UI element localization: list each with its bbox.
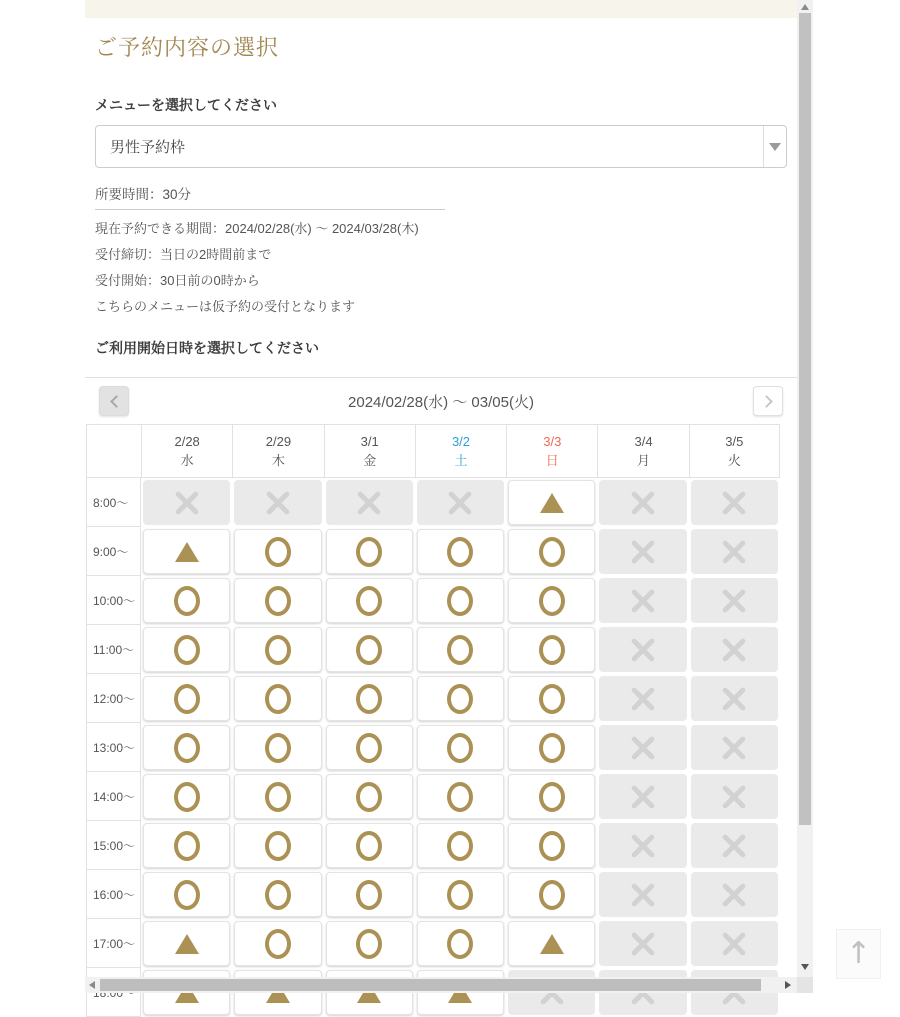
slot-cell: [415, 919, 506, 968]
slot-cell: [415, 870, 506, 919]
circle-icon: [174, 684, 200, 714]
slot-unavailable: [417, 480, 504, 525]
slot-cell: [597, 772, 688, 821]
slot-available[interactable]: [326, 725, 413, 770]
x-icon: [720, 685, 748, 713]
vertical-scrollbar[interactable]: [797, 0, 813, 977]
slot-unavailable: [691, 676, 778, 721]
triangle-icon: [175, 542, 199, 562]
circle-icon: [447, 880, 473, 910]
slot-available[interactable]: [234, 529, 321, 574]
x-icon: [629, 489, 657, 517]
slot-cell: [141, 821, 232, 870]
scroll-to-top-button[interactable]: [836, 929, 881, 979]
slot-available[interactable]: [417, 823, 504, 868]
slot-cell: [689, 478, 780, 527]
slot-cell: [415, 772, 506, 821]
slot-available[interactable]: [508, 725, 595, 770]
circle-icon: [447, 733, 473, 763]
slot-cell: [232, 772, 323, 821]
table-row: [86, 723, 780, 772]
table-header-row: [86, 424, 780, 478]
circle-icon: [265, 586, 291, 616]
select-arrow-zone: [763, 126, 786, 167]
circle-icon: [356, 733, 382, 763]
week-range-label: 2024/02/28(水) ～ 03/05(火): [348, 393, 534, 411]
circle-icon: [356, 537, 382, 567]
circle-icon: [447, 684, 473, 714]
x-icon: [720, 881, 748, 909]
slot-cell: [506, 772, 597, 821]
slot-cell: [141, 478, 232, 527]
slot-cell: [689, 723, 780, 772]
circle-icon: [356, 684, 382, 714]
time-label: 10:00～: [86, 576, 141, 625]
slot-available[interactable]: [508, 578, 595, 623]
time-label: 17:00～: [86, 919, 141, 968]
scroll-down-arrow-icon: [801, 964, 809, 970]
circle-icon: [174, 635, 200, 665]
datetime-select-label: ご利用開始日時を選択してください: [95, 340, 319, 356]
x-icon: [629, 930, 657, 958]
table-row: [86, 527, 780, 576]
slot-available[interactable]: [143, 725, 230, 770]
circle-icon: [356, 586, 382, 616]
x-icon: [720, 832, 748, 860]
slot-cell: [141, 576, 232, 625]
triangle-icon: [540, 493, 564, 513]
slot-cell: [597, 527, 688, 576]
header-strip: [85, 0, 797, 18]
table-row: [86, 576, 780, 625]
slot-cell: [597, 478, 688, 527]
circle-icon: [447, 537, 473, 567]
slot-available[interactable]: [326, 921, 413, 966]
circle-icon: [174, 733, 200, 763]
circle-icon: [174, 586, 200, 616]
slot-cell: [689, 870, 780, 919]
slot-cell: [689, 821, 780, 870]
x-icon: [629, 881, 657, 909]
x-icon: [720, 930, 748, 958]
circle-icon: [539, 831, 565, 861]
circle-icon: [174, 880, 200, 910]
slot-cell: [324, 478, 415, 527]
slot-unavailable: [599, 627, 686, 672]
slot-unavailable: [691, 872, 778, 917]
slot-cell: [506, 674, 597, 723]
slot-unavailable: [599, 578, 686, 623]
slot-unavailable: [326, 480, 413, 525]
table-row: [86, 821, 780, 870]
slot-available[interactable]: [508, 529, 595, 574]
slot-cell: [597, 674, 688, 723]
slot-available[interactable]: [508, 872, 595, 917]
slot-cell: [506, 625, 597, 674]
triangle-icon: [540, 934, 564, 954]
circle-icon: [265, 880, 291, 910]
x-icon: [720, 538, 748, 566]
circle-icon: [265, 733, 291, 763]
x-icon: [629, 587, 657, 615]
slot-cell: [506, 527, 597, 576]
slot-cell: [597, 625, 688, 674]
x-icon: [720, 636, 748, 664]
slot-cell: [232, 723, 323, 772]
calendar-nav: [85, 378, 797, 424]
circle-icon: [265, 537, 291, 567]
slot-available[interactable]: [417, 872, 504, 917]
menu-select[interactable]: [95, 125, 787, 168]
slot-available[interactable]: [234, 872, 321, 917]
circle-icon: [356, 782, 382, 812]
slot-available[interactable]: [417, 921, 504, 966]
x-icon: [264, 489, 292, 517]
slot-cell: [597, 576, 688, 625]
slot-cell: [232, 919, 323, 968]
circle-icon: [265, 684, 291, 714]
table-row: [86, 919, 780, 968]
slot-unavailable: [599, 725, 686, 770]
slot-cell: [689, 527, 780, 576]
prev-week-button[interactable]: [99, 386, 129, 416]
circle-icon: [447, 929, 473, 959]
table-row: [86, 870, 780, 919]
slot-few-left[interactable]: [508, 480, 595, 525]
x-icon: [446, 489, 474, 517]
x-icon: [629, 734, 657, 762]
slot-unavailable: [691, 578, 778, 623]
slot-unavailable: [599, 676, 686, 721]
table-row: [86, 674, 780, 723]
menu-notes: [95, 216, 787, 320]
time-label: 8:00～: [86, 478, 141, 527]
x-icon: [355, 489, 383, 517]
slot-available[interactable]: [417, 676, 504, 721]
slot-available[interactable]: [143, 872, 230, 917]
slot-available[interactable]: [417, 578, 504, 623]
slot-available[interactable]: [508, 774, 595, 819]
page-title: ご予約内容の選択: [95, 35, 280, 60]
slot-cell: [415, 821, 506, 870]
slot-available[interactable]: [417, 627, 504, 672]
scroll-right-arrow-icon: [785, 981, 791, 989]
horizontal-scrollbar-thumb[interactable]: [100, 979, 761, 991]
circle-icon: [539, 733, 565, 763]
slot-cell: [597, 870, 688, 919]
circle-icon: [265, 635, 291, 665]
day-header: 2/28 水: [141, 424, 232, 478]
table-row: [86, 478, 780, 527]
chevron-left-icon: [110, 395, 123, 408]
slot-cell: [324, 674, 415, 723]
slot-unavailable: [691, 774, 778, 819]
slot-cell: [141, 772, 232, 821]
circle-icon: [356, 635, 382, 665]
slot-unavailable: [599, 529, 686, 574]
table-row: [86, 625, 780, 674]
slot-available[interactable]: [234, 725, 321, 770]
time-label: 14:00～: [86, 772, 141, 821]
day-header: 3/5 火: [689, 424, 780, 478]
circle-icon: [174, 782, 200, 812]
time-label: 13:00～: [86, 723, 141, 772]
slot-available[interactable]: [143, 774, 230, 819]
slot-cell: [597, 723, 688, 772]
slot-available[interactable]: [234, 578, 321, 623]
slot-few-left[interactable]: [143, 529, 230, 574]
slot-cell: [415, 576, 506, 625]
slot-cell: [506, 821, 597, 870]
slot-unavailable: [599, 823, 686, 868]
x-icon: [629, 636, 657, 664]
slot-unavailable: [691, 921, 778, 966]
table-corner-cell: [86, 424, 141, 478]
slot-cell: [324, 576, 415, 625]
duration-text: 所要時間：30分: [95, 187, 192, 202]
slot-available[interactable]: [326, 578, 413, 623]
slot-available[interactable]: [417, 725, 504, 770]
time-label: 12:00～: [86, 674, 141, 723]
slot-cell: [689, 772, 780, 821]
day-header: 3/4 月: [597, 424, 688, 478]
duration-divider: [95, 209, 445, 210]
slot-cell: [689, 625, 780, 674]
slot-unavailable: [691, 627, 778, 672]
circle-icon: [539, 684, 565, 714]
scroll-left-arrow-icon: [89, 981, 95, 989]
slot-available[interactable]: [143, 823, 230, 868]
slot-available[interactable]: [234, 774, 321, 819]
slot-cell: [415, 625, 506, 674]
table-body: [86, 478, 780, 1017]
slot-cell: [689, 674, 780, 723]
slot-few-left[interactable]: [143, 921, 230, 966]
slot-cell: [597, 919, 688, 968]
x-icon: [629, 832, 657, 860]
triangle-icon: [175, 934, 199, 954]
circle-icon: [174, 831, 200, 861]
circle-icon: [539, 880, 565, 910]
vertical-scrollbar-thumb[interactable]: [799, 13, 811, 825]
slot-available[interactable]: [326, 872, 413, 917]
slot-cell: [415, 478, 506, 527]
slot-cell: [506, 576, 597, 625]
day-header: 3/3 日: [506, 424, 597, 478]
slot-cell: [324, 625, 415, 674]
slot-cell: [324, 723, 415, 772]
note-provisional: こちらのメニューは仮予約の受付となります: [95, 299, 356, 314]
slot-cell: [232, 576, 323, 625]
circle-icon: [265, 929, 291, 959]
horizontal-scrollbar[interactable]: [85, 977, 797, 993]
slot-available[interactable]: [234, 627, 321, 672]
x-icon: [720, 734, 748, 762]
time-label: 11:00～: [86, 625, 141, 674]
circle-icon: [539, 635, 565, 665]
slot-available[interactable]: [326, 529, 413, 574]
slot-cell: [141, 527, 232, 576]
circle-icon: [447, 635, 473, 665]
slot-available[interactable]: [234, 823, 321, 868]
slot-cell: [324, 870, 415, 919]
slot-cell: [415, 723, 506, 772]
menu-select-value: 男性予約枠: [110, 139, 186, 156]
slot-unavailable: [691, 823, 778, 868]
slot-cell: [506, 919, 597, 968]
slot-unavailable: [599, 480, 686, 525]
chevron-right-icon: [760, 395, 773, 408]
circle-icon: [265, 831, 291, 861]
slot-available[interactable]: [417, 529, 504, 574]
next-week-button[interactable]: [753, 386, 783, 416]
slot-unavailable: [599, 774, 686, 819]
chevron-down-icon: [769, 143, 781, 151]
slot-unavailable: [599, 921, 686, 966]
slot-unavailable: [691, 725, 778, 770]
slot-cell: [141, 870, 232, 919]
slot-few-left[interactable]: [508, 921, 595, 966]
time-label: 15:00～: [86, 821, 141, 870]
slot-cell: [232, 625, 323, 674]
slot-cell: [232, 870, 323, 919]
slot-available[interactable]: [326, 627, 413, 672]
menu-select-label: メニューを選択してください: [95, 97, 277, 113]
slot-cell: [141, 625, 232, 674]
slot-available[interactable]: [508, 676, 595, 721]
slot-cell: [689, 576, 780, 625]
circle-icon: [447, 782, 473, 812]
circle-icon: [539, 782, 565, 812]
slot-cell: [232, 821, 323, 870]
circle-icon: [539, 537, 565, 567]
slot-available[interactable]: [326, 774, 413, 819]
slot-available[interactable]: [234, 676, 321, 721]
note-deadline: 受付締切：当日の2時間前まで: [95, 247, 272, 262]
circle-icon: [447, 831, 473, 861]
note-start: 受付開始：30日前の0時から: [95, 273, 260, 288]
scroll-up-arrow-icon: [801, 4, 809, 10]
slot-cell: [506, 870, 597, 919]
circle-icon: [356, 831, 382, 861]
slot-unavailable: [143, 480, 230, 525]
x-icon: [173, 489, 201, 517]
slot-cell: [324, 772, 415, 821]
slot-cell: [506, 723, 597, 772]
x-icon: [629, 783, 657, 811]
circle-icon: [265, 782, 291, 812]
slot-cell: [324, 527, 415, 576]
slot-cell: [141, 919, 232, 968]
slot-cell: [141, 674, 232, 723]
slot-cell: [597, 821, 688, 870]
slot-cell: [415, 674, 506, 723]
scrollbar-corner: [797, 977, 813, 993]
table-row: [86, 772, 780, 821]
x-icon: [720, 783, 748, 811]
slot-unavailable: [691, 480, 778, 525]
slot-cell: [506, 478, 597, 527]
slot-cell: [232, 527, 323, 576]
slot-cell: [324, 919, 415, 968]
slot-available[interactable]: [508, 823, 595, 868]
arrow-up-icon: ↑: [845, 936, 872, 971]
slot-unavailable: [599, 872, 686, 917]
slot-available[interactable]: [326, 676, 413, 721]
circle-icon: [539, 586, 565, 616]
slot-available[interactable]: [143, 627, 230, 672]
reservation-panel: [85, 0, 797, 977]
availability-table: [86, 424, 780, 1017]
slot-unavailable: [691, 529, 778, 574]
slot-available[interactable]: [326, 823, 413, 868]
day-header: 3/1 金: [324, 424, 415, 478]
slot-cell: [232, 674, 323, 723]
x-icon: [720, 489, 748, 517]
circle-icon: [356, 880, 382, 910]
time-label: 16:00～: [86, 870, 141, 919]
circle-icon: [447, 586, 473, 616]
slot-cell: [415, 527, 506, 576]
slot-cell: [141, 723, 232, 772]
note-booking-period: 現在予約できる期間：2024/02/28(水) ～ 2024/03/28(木): [95, 221, 419, 236]
day-header: 3/2 土: [415, 424, 506, 478]
x-icon: [629, 685, 657, 713]
slot-available[interactable]: [143, 578, 230, 623]
slot-available[interactable]: [143, 676, 230, 721]
slot-cell: [324, 821, 415, 870]
day-header: 2/29 木: [232, 424, 323, 478]
x-icon: [629, 538, 657, 566]
slot-available[interactable]: [234, 921, 321, 966]
slot-cell: [689, 919, 780, 968]
slot-cell: [232, 478, 323, 527]
slot-available[interactable]: [508, 627, 595, 672]
slot-available[interactable]: [417, 774, 504, 819]
slot-unavailable: [234, 480, 321, 525]
time-label: 9:00～: [86, 527, 141, 576]
circle-icon: [356, 929, 382, 959]
x-icon: [720, 587, 748, 615]
